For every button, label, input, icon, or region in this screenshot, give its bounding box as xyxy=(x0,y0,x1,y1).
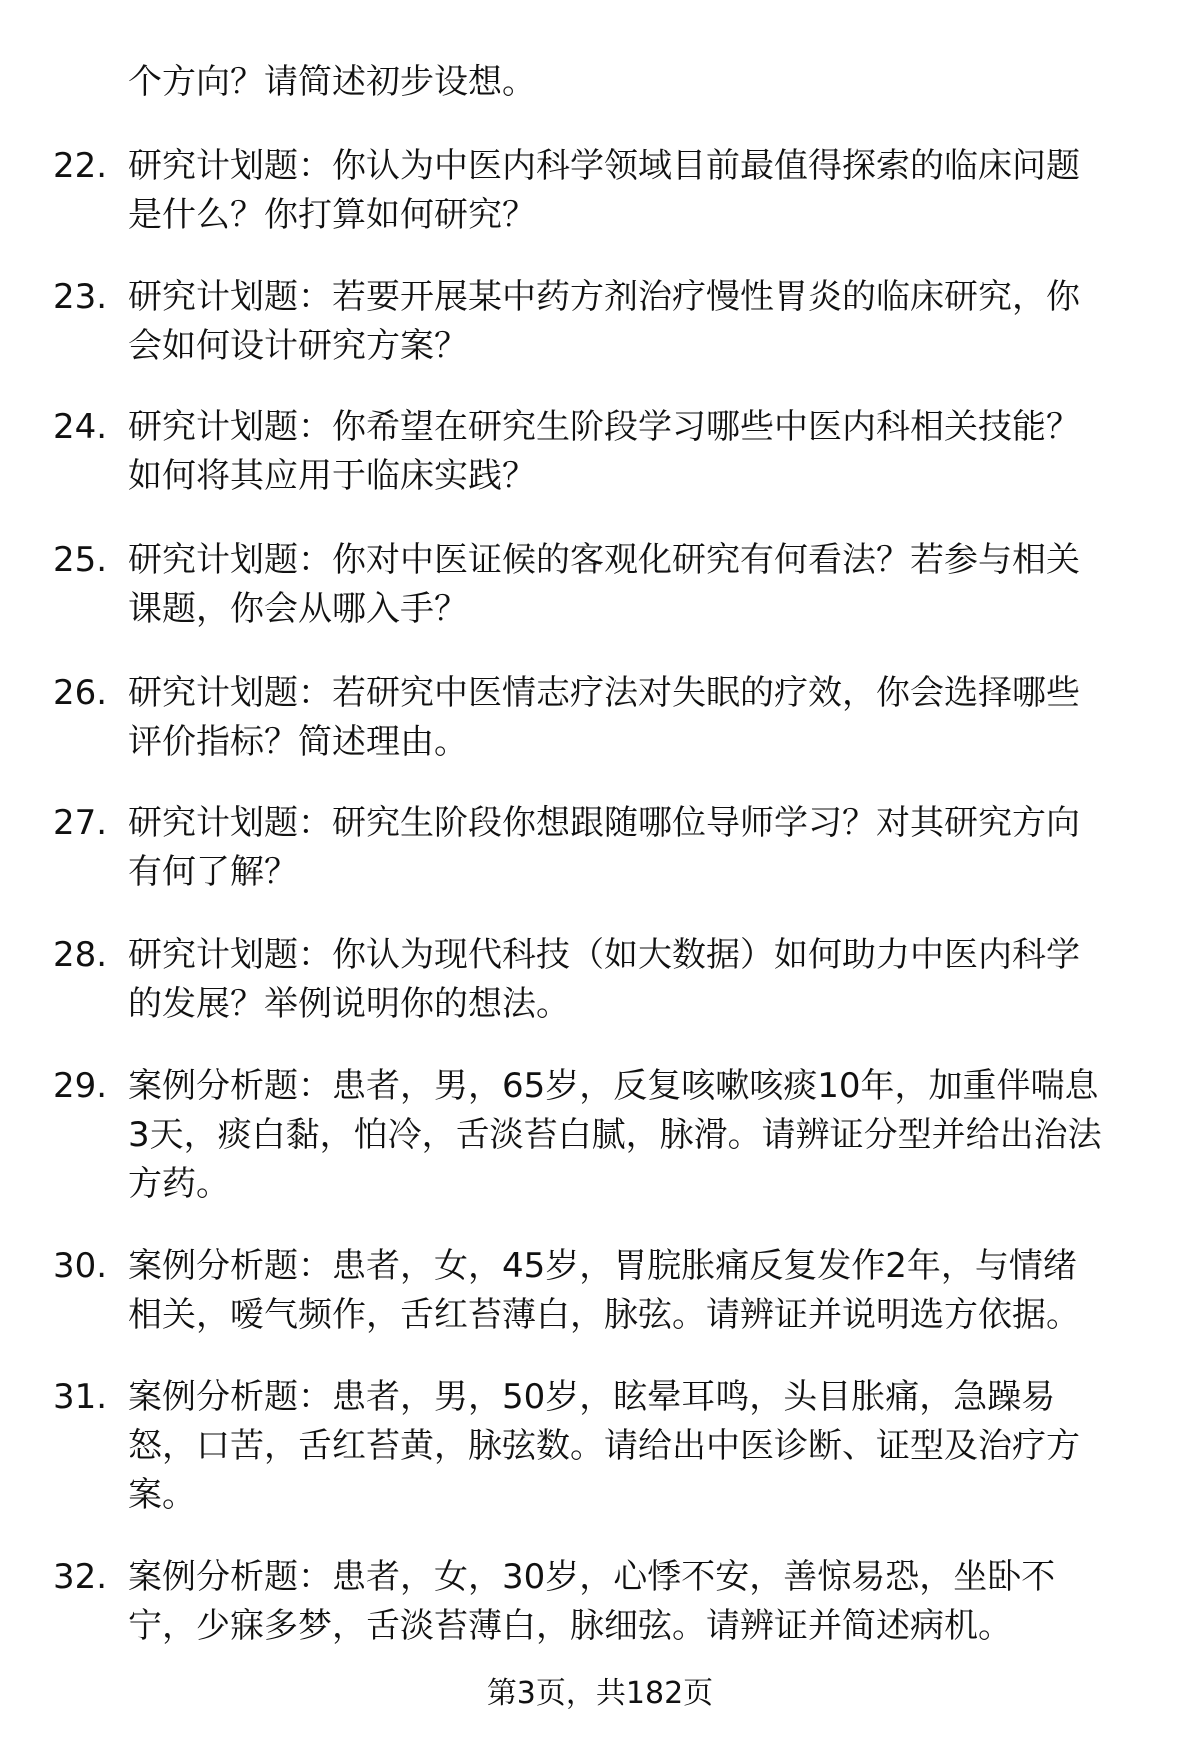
item-text-line: 案例分析题：患者，女，45岁，胃脘胀痛反复发作2年，与情绪 xyxy=(128,1246,1077,1286)
continuation-text: 个方向？请简述初步设想。 xyxy=(128,62,536,102)
item-number: 31. xyxy=(53,1377,108,1417)
item-number: 30. xyxy=(53,1246,108,1286)
item-text-line: 研究计划题：研究生阶段你想跟随哪位导师学习？对其研究方向 xyxy=(128,803,1080,843)
item-text-line: 的发展？举例说明你的想法。 xyxy=(128,984,570,1024)
item-text-line: 相关，嗳气频作，舌红苔薄白，脉弦。请辨证并说明选方依据。 xyxy=(128,1295,1080,1335)
item-text-line: 案例分析题：患者，女，30岁，心悸不安，善惊易恐，坐卧不 xyxy=(128,1557,1056,1597)
item-text-line: 案例分析题：患者，男，65岁，反复咳嗽咳痰10年，加重伴喘息 xyxy=(128,1066,1099,1106)
item-text-line: 案例分析题：患者，男，50岁，眩晕耳鸣，头目胀痛，急躁易 xyxy=(128,1377,1056,1417)
item-number: 24. xyxy=(53,407,108,447)
item-number: 32. xyxy=(53,1557,108,1597)
item-text-line: 研究计划题：若要开展某中药方剂治疗慢性胃炎的临床研究，你 xyxy=(128,277,1080,317)
item-text-line: 是什么？你打算如何研究？ xyxy=(128,195,536,235)
item-text-line: 研究计划题：你希望在研究生阶段学习哪些中医内科相关技能？ xyxy=(128,407,1080,447)
item-text-line: 评价指标？简述理由。 xyxy=(128,722,468,762)
item-text-line: 宁，少寐多梦，舌淡苔薄白，脉细弦。请辨证并简述病机。 xyxy=(128,1606,1012,1646)
page-footer: 第3页，共182页 xyxy=(486,1676,714,1711)
item-number: 26. xyxy=(53,673,108,713)
item-text-line: 案。 xyxy=(128,1475,196,1515)
item-text-line: 研究计划题：若研究中医情志疗法对失眠的疗效，你会选择哪些 xyxy=(128,673,1080,713)
item-text-line: 课题，你会从哪入手？ xyxy=(128,589,468,629)
item-text-line: 方药。 xyxy=(128,1164,230,1204)
item-text-line: 有何了解？ xyxy=(128,852,298,892)
item-number: 23. xyxy=(53,277,108,317)
item-number: 28. xyxy=(53,935,108,975)
item-text-line: 研究计划题：你对中医证候的客观化研究有何看法？若参与相关 xyxy=(128,540,1080,580)
item-number: 22. xyxy=(53,146,108,186)
item-number: 27. xyxy=(53,803,108,843)
item-number: 25. xyxy=(53,540,108,580)
item-text-line: 如何将其应用于临床实践？ xyxy=(128,456,536,496)
item-text-line: 研究计划题：你认为现代科技（如大数据）如何助力中医内科学 xyxy=(128,935,1080,975)
item-text-line: 怒，口苦，舌红苔黄，脉弦数。请给出中医诊断、证型及治疗方 xyxy=(128,1426,1080,1466)
item-text-line: 会如何设计研究方案？ xyxy=(128,326,468,366)
item-number: 29. xyxy=(53,1066,108,1106)
item-text-line: 研究计划题：你认为中医内科学领域目前最值得探索的临床问题 xyxy=(128,146,1080,186)
item-text-line: 3天，痰白黏，怕冷，舌淡苔白腻，脉滑。请辨证分型并给出治法 xyxy=(128,1115,1102,1155)
